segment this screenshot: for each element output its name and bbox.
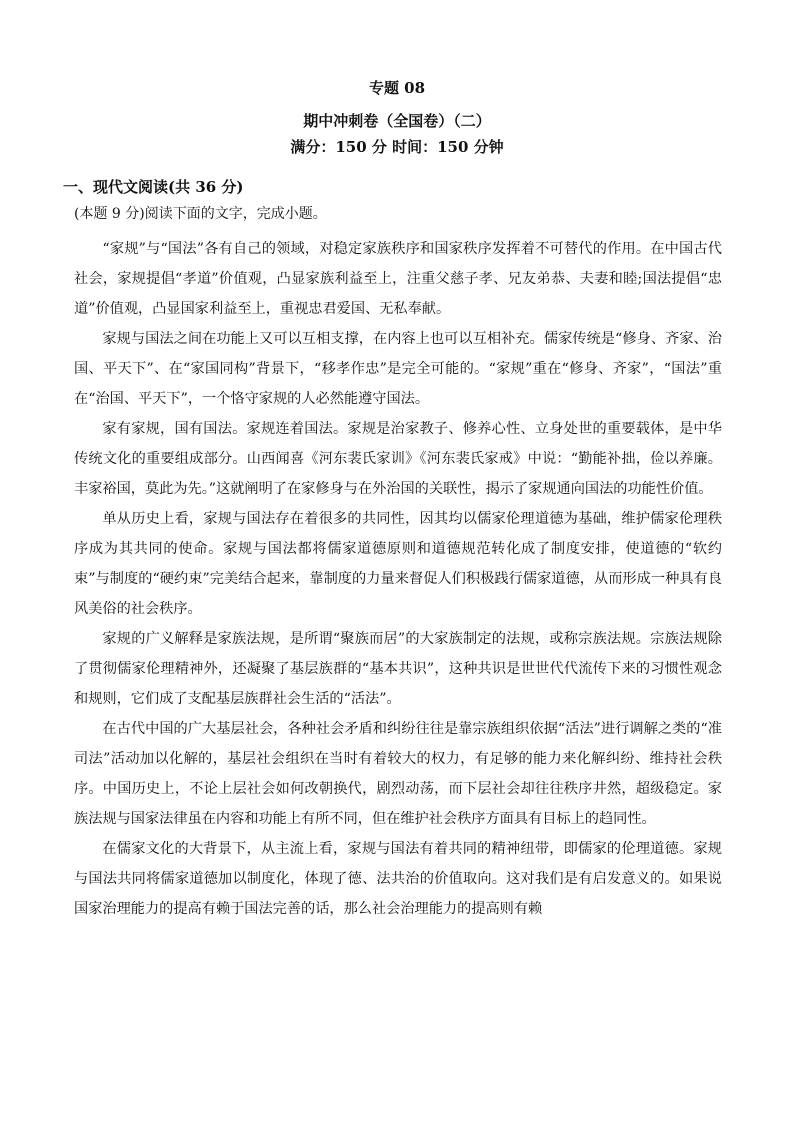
score-time-line: 满分：150 分 时间：150 分钟 — [290, 138, 504, 156]
passage-paragraph-4: 单从历史上看，家规与国法存在着很多的共同性，因其均以儒家伦理道德为基础，维护儒家伦理秩序成为其共同的使命。家规与国法都将儒家道德原则和道德规范转化成了制度安排，使道德的“软约束”与制度的“硬约束”完美结合起来，靠制度的力量来督促人们积极践行儒家道德，从而形成一种具有良风美俗的社会秩序。 — [74, 511, 722, 617]
exam-title: 期中冲刺卷（全国卷）（二） — [303, 112, 491, 130]
passage-paragraph-5: 家规的广义解释是家族法规，是所谓“聚族而居”的大家族制定的法规，或称宗族法规。宗族法规除了贯彻儒家伦理精神外，还凝聚了基层族群的“基本共识”，这种共识是世世代代流传下来的习惯性观念和规则，它们成了支配基层族群社会生活的“活法”。 — [74, 631, 722, 707]
passage-paragraph-7: 在儒家文化的大背景下，从主流上看，家规与国法有着共同的精神纽带，即儒家的伦理道德。家规与国法共同将儒家道德加以制度化，体现了德、法共治的价值取向。这对我们是有启发意义的。如果说国家治理能力的提高有赖于国法完善的话，那么社会治理能力的提高则有赖 — [74, 841, 722, 917]
passage-paragraph-2: 家规与国法之间在功能上又可以互相支撑，在内容上也可以互相补充。儒家传统是“修身、齐家、治国、平天下”、在“家国同构”背景下，“移孝作忠”是完全可能的。“家规”重在“修身、齐家”，“国法”重在“治国、平天下”，一个恪守家规的人必然能遵守国法。 — [74, 331, 722, 407]
passage-paragraph-3: 家有家规，国有国法。家规连着国法。家规是治家教子、修养心性、立身处世的重要载体，是中华传统文化的重要组成部分。山西闻喜《河东裴氏家训》《河东裴氏家戒》中说：“勤能补拙，俭以养廉。丰家裕国，莫此为先。”这就阐明了在家修身与在外治国的关联性，揭示了家规通向国法的功能性价值。 — [74, 421, 722, 497]
passage-paragraph-6: 在古代中国的广大基层社会，各种社会矛盾和纠纷往往是靠宗族组织依据“活法”进行调解之类的“准司法”活动加以化解的，基层社会组织在当时有着较大的权力，有足够的能力来化解纠纷、维持社会秩序。中国历史上，不论上层社会如何改朝换代，剧烈动荡，而下层社会却往往秩序井然，超级稳定。家族法规与国家法律虽在内容和功能上有所不同，但在维护社会秩序方面具有目标上的趋同性。 — [74, 721, 722, 827]
topic-label: 专题 08 — [368, 79, 426, 97]
reading-instruction: (本题 9 分)阅读下面的文字，完成小题。 — [74, 206, 327, 222]
reading-passage — [74, 234, 722, 924]
passage-paragraph-1: “家规”与“国法”各有自己的领域，对稳定家族秩序和国家秩序发挥着不可替代的作用。在中国古代社会，家规提倡“孝道”价值观，凸显家族利益至上，注重父慈子孝、兄友弟恭、夫妻和睦;国法提倡“忠道”价值观，凸显国家利益至上，重视忠君爱国、无私奉献。 — [74, 241, 722, 317]
section-heading: 一、现代文阅读(共 36 分) — [63, 178, 244, 196]
